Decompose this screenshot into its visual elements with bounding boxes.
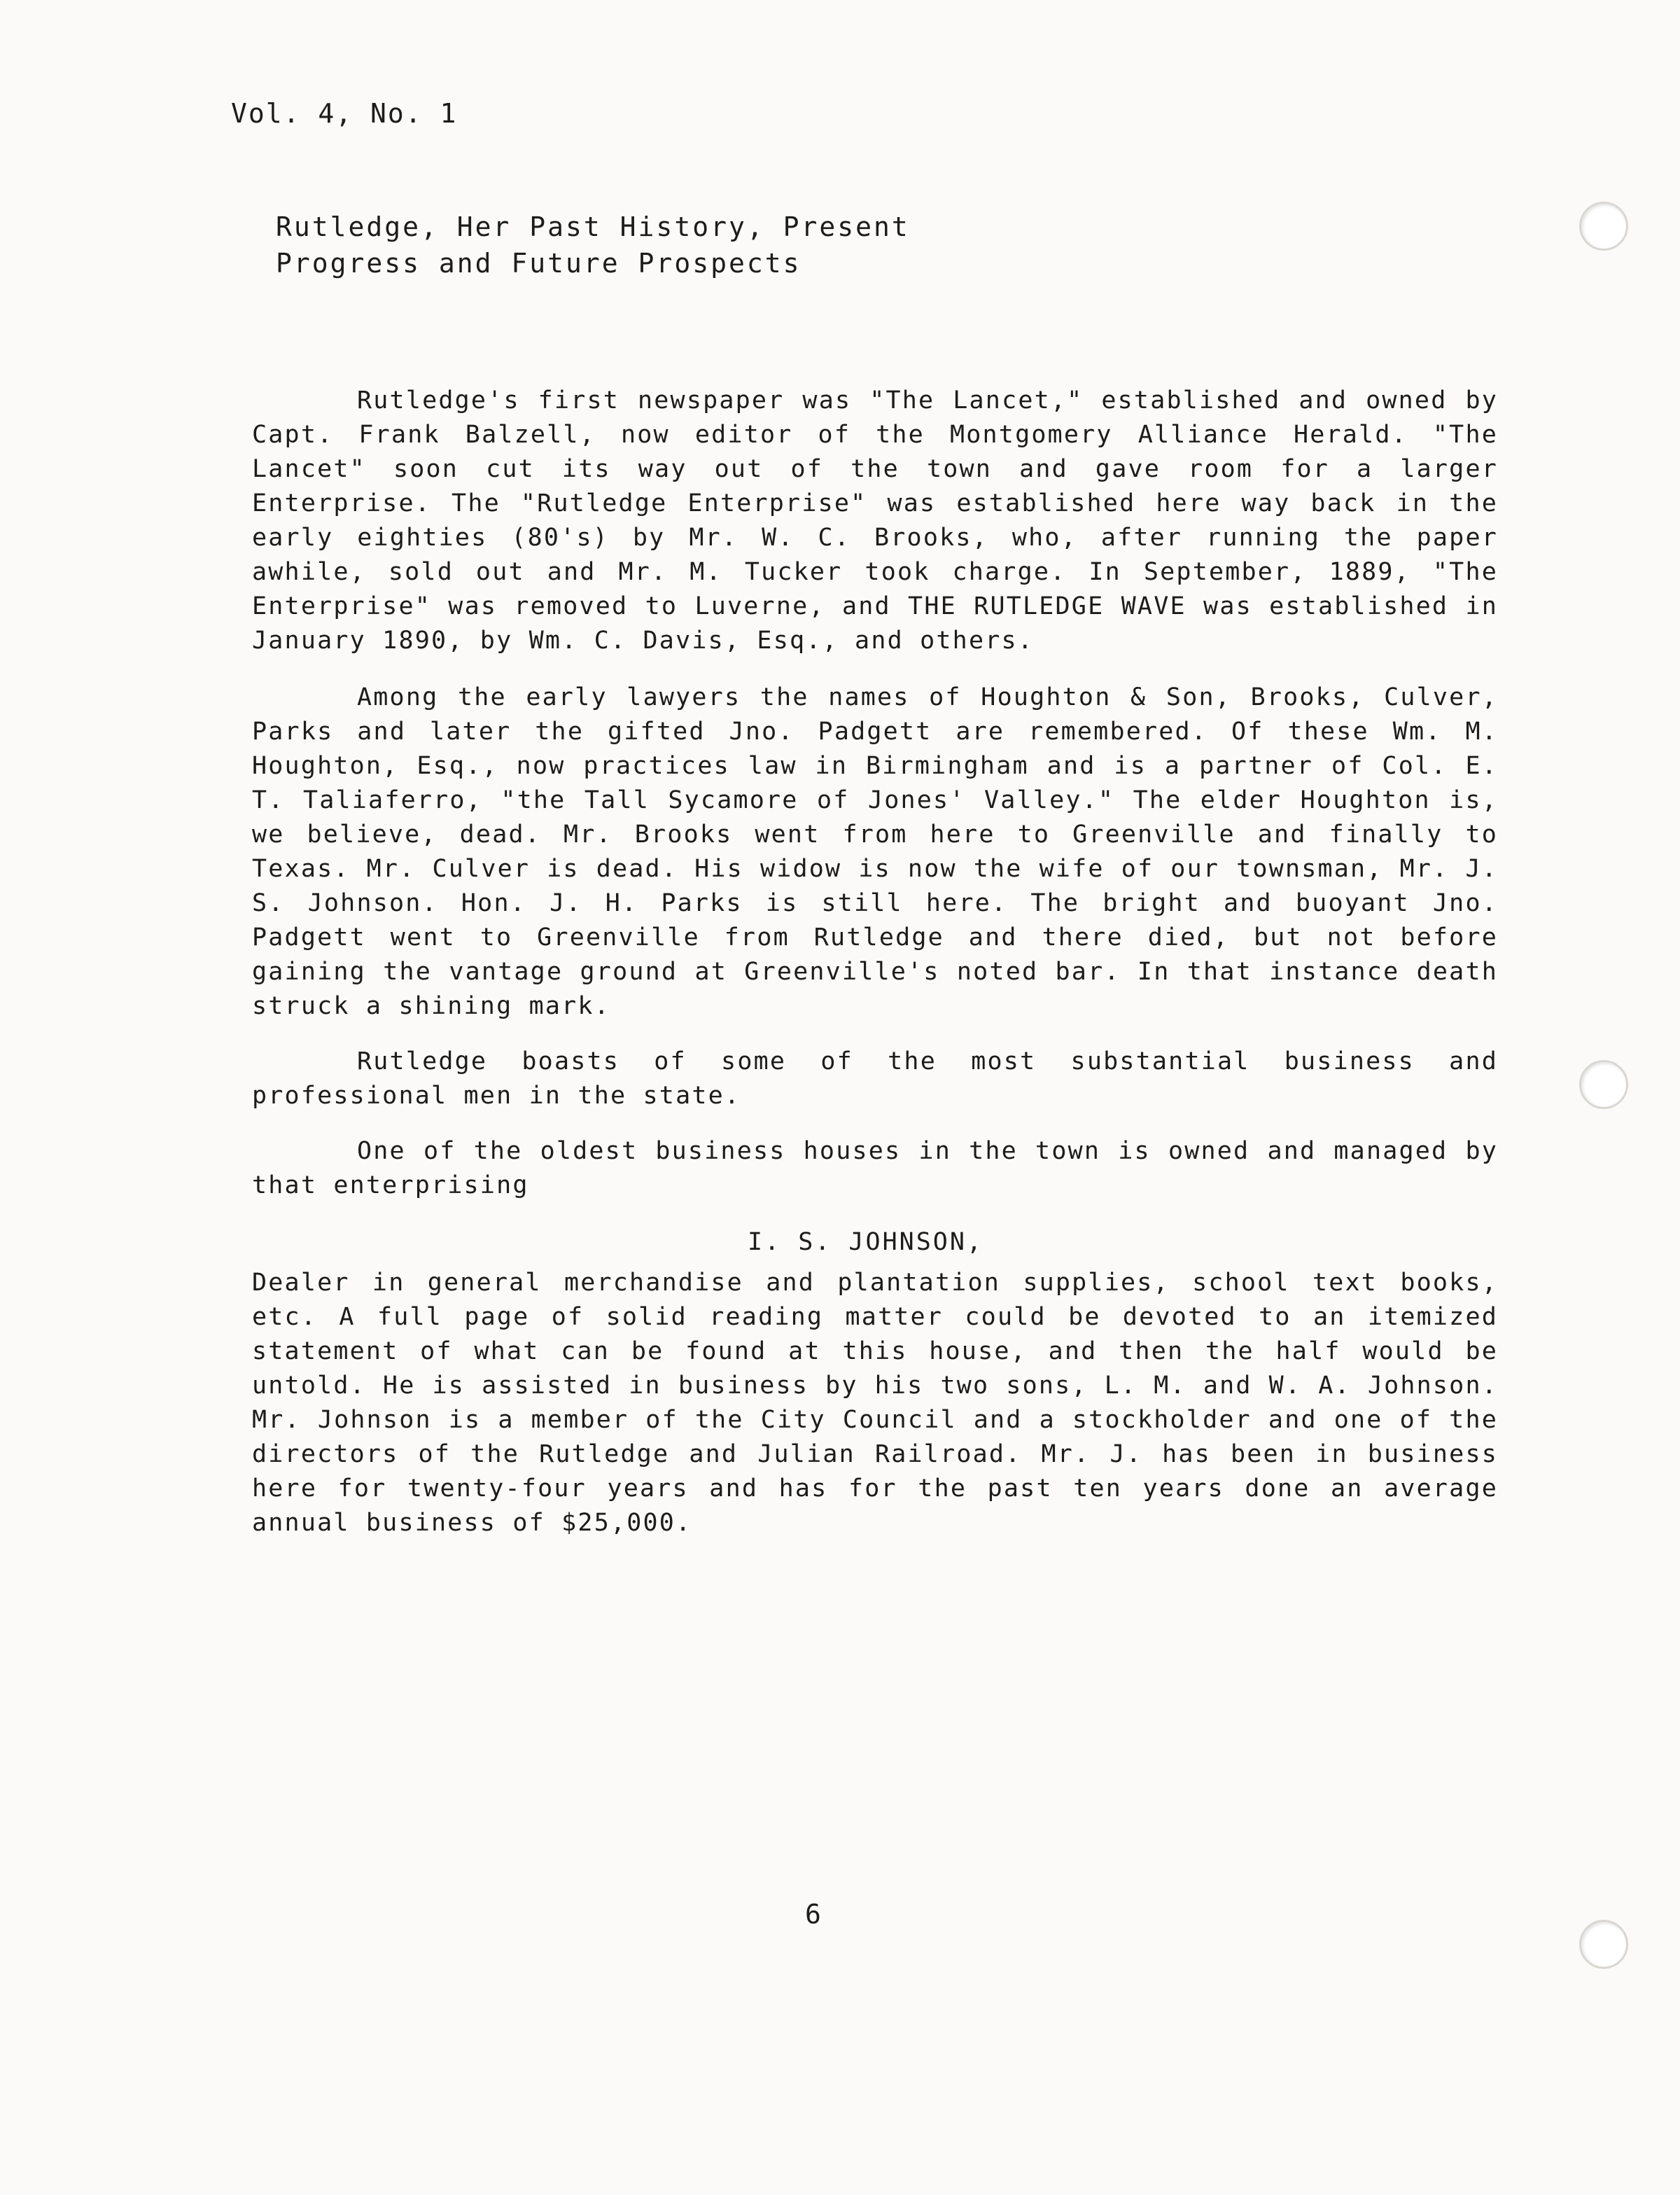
merchant-name: I. S. JOHNSON, bbox=[748, 1228, 984, 1256]
volume-header: Vol. 4, No. 1 bbox=[231, 98, 458, 129]
article-title bbox=[276, 209, 1186, 281]
page-number: 6 bbox=[805, 1899, 822, 1930]
paragraph-business-men: Rutledge boasts of some of the most substantial business and professional men in the state. bbox=[252, 1047, 1498, 1110]
paragraph-oldest-business: One of the oldest business houses in the town is owned and managed by that enterprising bbox=[252, 1137, 1498, 1199]
binder-hole-bottom bbox=[1579, 1920, 1628, 1969]
paragraph-newspapers: Rutledge's first newspaper was "The Lancet," established and owned by Capt. Frank Balzell, now editor of the Montgomery Alliance Herald. "The Lancet" soon cut its way out of the town and gave room for a larger Enterprise. The "Rutledge Enterprise" was established here way back in the early eighties (80's) by Mr. W. C. Brooks, who, after running the paper awhile, sold out and Mr. M. Tucker took charge. In September, 1889, "The Enterprise" was removed to Luverne, and THE RUTLEDGE WAVE was established in January 1890, by Wm. C. Davis, Esq., and others. bbox=[252, 386, 1498, 655]
binder-hole-top bbox=[1579, 202, 1628, 251]
article-title-line-1: Rutledge, Her Past History, Present bbox=[276, 211, 910, 242]
article-title-line-2: Progress and Future Prospects bbox=[276, 248, 802, 279]
binder-hole-middle bbox=[1579, 1060, 1628, 1109]
paragraph-lawyers: Among the early lawyers the names of Houghton & Son, Brooks, Culver, Parks and later the gifted Jno. Padgett are remembered. Of these Wm. M. Houghton, Esq., now practices law in Birmingham and is a partner of Col. E. T. Taliaferro, "the Tall Sycamore of Jones' Valley." The elder Houghton is, we believe, dead. Mr. Brooks went from here to Greenville and finally to Texas. Mr. Culver is dead. His widow is now the wife of our townsman, Mr. J. S. Johnson. Hon. J. H. Parks is still here. The bright and buoyant Jno. Padgett went to Greenville from Rutledge and there died, but not before gaining the vantage ground at Greenville's noted bar. In that instance death struck a shining mark. bbox=[252, 683, 1498, 1020]
paragraph-merchant-description: Dealer in general merchandise and plantation supplies, school text books, etc. A full page of solid reading matter could be devoted to an itemized statement of what can be found at this house, and then the half would be untold. He is assisted in business by his two sons, L. M. and W. A. Johnson. Mr. Johnson is a member of the City Council and a stockholder and one of the directors of the Rutledge and Julian Railroad. Mr. J. has been in business here for twenty-four years and has for the past ten years done an average annual business of $25,000. bbox=[252, 1269, 1498, 1537]
article-body bbox=[252, 384, 1498, 1540]
